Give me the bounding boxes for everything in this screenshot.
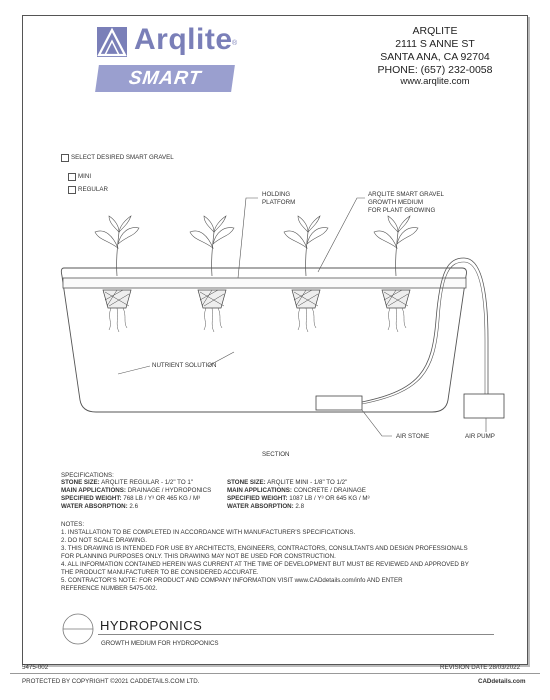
spec-right-value: 1087 LB / Y³ OR 645 KG / M³ — [289, 495, 370, 502]
plant-pod-2 — [190, 216, 234, 332]
footer-rule — [10, 673, 540, 674]
company-street: 2111 S ANNE ST — [395, 38, 475, 50]
spec-right-label: SPECIFIED WEIGHT: — [227, 495, 288, 502]
note-line: 2. DO NOT SCALE DRAWING. — [61, 537, 147, 544]
spec-right-row-3 — [227, 495, 370, 503]
note-line: THE PRODUCT MANUFACTURER TO BE CONSIDERED ACCURATE. — [61, 569, 259, 576]
detail-bubble — [58, 612, 98, 646]
growth-medium-leader — [318, 198, 365, 272]
company-website[interactable]: www.arqlite.com — [400, 76, 470, 87]
note-line: 5. CONTRACTOR'S NOTE: FOR PRODUCT AND COMPANY INFORMATION VISIT www.CADdetails.com/info AND ENTER — [61, 577, 403, 584]
spec-right-row-1 — [227, 479, 347, 487]
plant-pod-3 — [284, 216, 328, 332]
spec-left-row-4 — [61, 503, 138, 511]
revision-date: REVISION DATE 28/03/2022 — [440, 664, 521, 671]
spec-right-label: MAIN APPLICATIONS: — [227, 487, 292, 494]
spec-left-label: MAIN APPLICATIONS: — [61, 487, 126, 494]
spec-right-row-4 — [227, 503, 304, 511]
plant-pod-1 — [95, 216, 139, 332]
plant-pod-4 — [374, 216, 418, 332]
select-gravel-heading: SELECT DESIRED SMART GRAVEL — [71, 154, 174, 161]
note-line: REFERENCE NUMBER 5475-002. — [61, 585, 158, 592]
spec-left-value: 2.6 — [129, 503, 139, 510]
logo-trademark: ® — [232, 40, 238, 47]
drawing-number: 5475-002 — [22, 664, 49, 671]
section-label: SECTION — [262, 451, 290, 458]
company-name: ARQLITE — [412, 25, 458, 37]
title-rule — [98, 634, 494, 635]
nutrient-leader-left — [118, 366, 150, 374]
note-line: 4. ALL INFORMATION CONTAINED HEREIN WAS CURRENT AT THE TIME OF DEVELOPMENT BUT MUST BE REVIEWED AND APPROVED BY — [61, 561, 469, 568]
air-stone — [316, 396, 362, 410]
air-stone-leader — [362, 410, 392, 436]
spec-left-label: WATER ABSORPTION: — [61, 503, 128, 510]
spec-left-value: 768 LB / Y³ OR 465 KG / M³ — [123, 495, 201, 502]
spec-right-value: CONCRETE / DRAINAGE — [293, 487, 366, 494]
logo-brand: Arqlite — [134, 23, 233, 56]
note-line: 3. THIS DRAWING IS INTENDED FOR USE BY ARCHITECTS, ENGINEERS, CONTRACTORS, CONSULTANTS AND DESIGN PROFESSIONALS — [61, 545, 468, 552]
spec-right-label: WATER ABSORPTION: — [227, 503, 294, 510]
footer-copyright: PROTECTED BY COPYRIGHT ©2021 CADDETAILS.COM LTD. — [22, 678, 200, 685]
spec-left-row-2 — [61, 487, 211, 495]
notes-heading: NOTES: — [61, 521, 85, 528]
spec-right-row-2 — [227, 487, 366, 495]
spec-right-value: 2.8 — [295, 503, 305, 510]
air-pump — [464, 394, 504, 418]
growth-medium-label-1: ARQLITE SMART GRAVEL — [368, 191, 444, 198]
regular-option-label: REGULAR — [78, 186, 108, 193]
note-line: FOR PLANNING PURPOSES ONLY. THIS DRAWING MAY NOT BE USED FOR CONSTRUCTION. — [61, 553, 336, 560]
company-city: SANTA ANA, CA 92704 — [380, 51, 490, 63]
company-phone: PHONE: (657) 232-0058 — [377, 64, 493, 76]
logo-product: SMART GRAVEL — [95, 65, 235, 92]
container-outline — [61, 268, 466, 412]
spec-left-label: SPECIFIED WEIGHT: — [61, 495, 122, 502]
spec-left-value: ARQLITE REGULAR - 1/2" TO 1" — [101, 479, 193, 486]
nutrient-solution-label: NUTRIENT SOLUTION — [152, 362, 217, 369]
holding-platform-label-1: HOLDING — [262, 191, 291, 198]
spec-right-value: ARQLITE MINI - 1/8" TO 1/2" — [267, 479, 348, 486]
spec-left-row-3 — [61, 495, 200, 503]
drawing-subtitle: GROWTH MEDIUM FOR HYDROPONICS — [101, 640, 219, 647]
growth-medium-label-3: FOR PLANT GROWING — [368, 207, 436, 214]
holding-platform — [63, 278, 466, 288]
spec-left-value: DRAINAGE / HYDROPONICS — [127, 487, 212, 494]
air-stone-label: AIR STONE — [396, 433, 430, 440]
spec-left-row-1 — [61, 479, 193, 487]
holding-platform-label-2: PLATFORM — [262, 199, 296, 206]
growth-medium-label-2: GROWTH MEDIUM — [368, 199, 423, 206]
spec-left-label: STONE SIZE: — [61, 479, 100, 486]
spec-right-label: STONE SIZE: — [227, 479, 266, 486]
specifications-heading: SPECIFICATIONS: — [61, 472, 114, 479]
drawing-title: HYDROPONICS — [100, 618, 203, 633]
note-line: 1. INSTALLATION TO BE COMPLETED IN ACCORDANCE WITH MANUFACTURER'S SPECIFICATIONS. — [61, 529, 356, 536]
footer-brand[interactable]: CADdetails.com — [478, 678, 526, 685]
air-pump-label: AIR PUMP — [465, 433, 495, 440]
holding-platform-leader — [238, 198, 258, 278]
mini-option-label: MINI — [78, 173, 92, 180]
